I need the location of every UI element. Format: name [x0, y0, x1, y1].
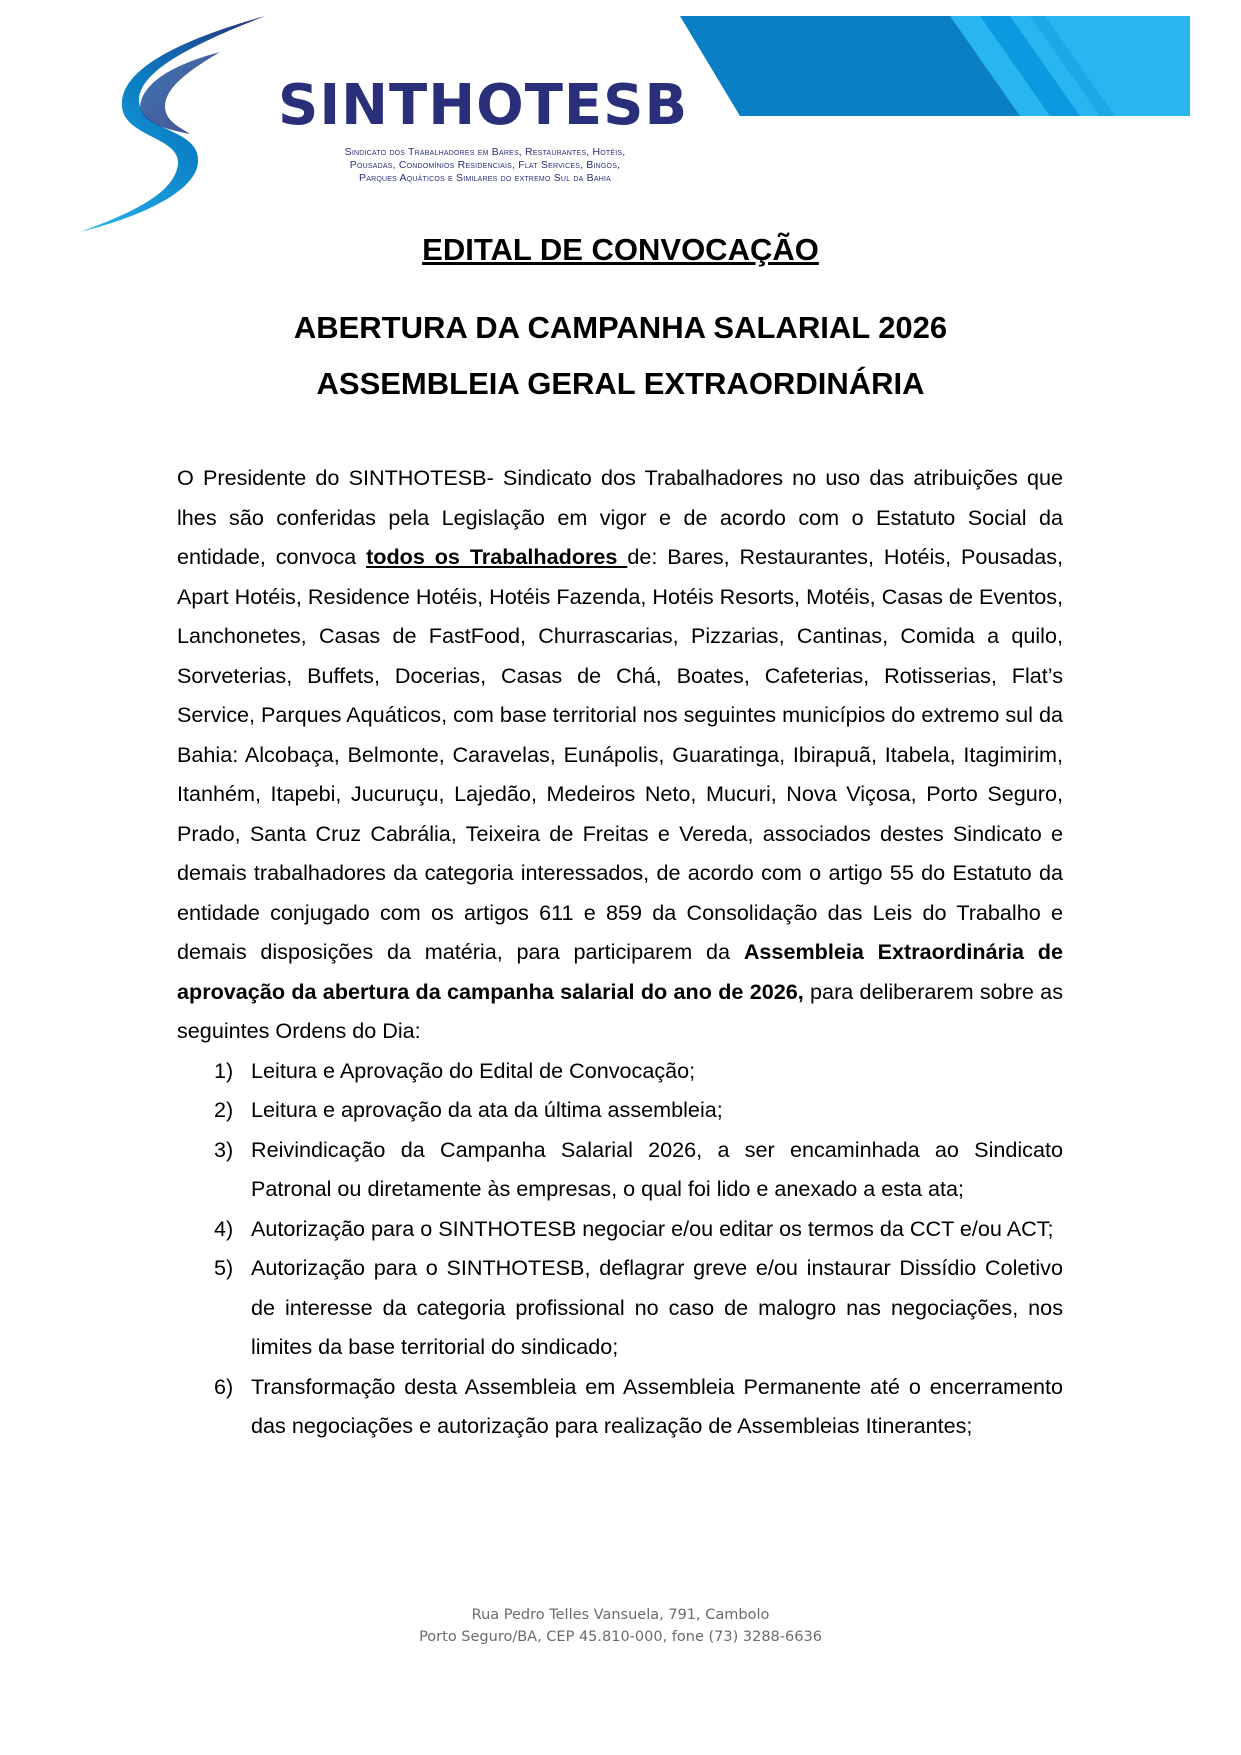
agenda-number: 4): [214, 1215, 234, 1241]
subtitle-assembly: ASSEMBLEIA GERAL EXTRAORDINÁRIA: [316, 366, 925, 401]
sinthotesb-swirl-logo-icon: [80, 12, 300, 237]
convocation-body: [177, 458, 1063, 1446]
convocation-paragraph: [177, 458, 1063, 1051]
agenda-number: 6): [214, 1373, 234, 1399]
agenda-number: 5): [214, 1255, 234, 1280]
agenda-item: [177, 1130, 1063, 1209]
subtitle-campaign: ABERTURA DA CAMPANHA SALARIAL 2026: [293, 310, 948, 345]
agenda-list: [177, 1051, 1063, 1446]
logo-subtitle-line: Sindicato dos Trabalhadores em Bares, Restaurantes, Hotéis,: [344, 146, 626, 158]
footer-street: Rua Pedro Telles Vansuela, 791, Cambolo: [471, 1607, 770, 1623]
agenda-item: [177, 1051, 1063, 1091]
agenda-text: Autorização para o SINTHOTESB, deflagrar greve e/ou instaurar Dissídio Coletivo de interesse da categoria profissional no caso de malogro nas negociações, nos limites da base territorial do sindicado;: [251, 1255, 1063, 1359]
footer-address: [0, 1604, 1241, 1648]
document-title: EDITAL DE CONVOCAÇÃO: [422, 232, 819, 267]
agenda-number: 2): [214, 1097, 234, 1122]
paragraph-start: O Presidente do SINTHOTESB- Sindicato dos Trabalhadores no uso das atribuições que lhes são conferidas pela Legislação em vigor e de acordo com o Estatuto Social da entidade, convoca: [177, 465, 1063, 569]
agenda-item: [177, 1367, 1063, 1446]
agenda-number: 1): [214, 1057, 234, 1083]
agenda-text: Leitura e Aprovação do Edital de Convocação;: [251, 1057, 696, 1083]
agenda-text: Autorização para o SINTHOTESB negociar e/ou editar os termos da CCT e/ou ACT;: [251, 1215, 1054, 1241]
logo-wordmark: SINTHOTESB: [278, 73, 689, 138]
logo-subtitle: [295, 146, 675, 185]
agenda-text: Leitura e aprovação da ata da última assembleia;: [251, 1097, 723, 1122]
logo-subtitle-line: Pousadas, Condomínios Residenciais, Flat Services, Bingos,: [349, 159, 621, 171]
footer-city-contact: Porto Seguro/BA, CEP 45.810-000, fone (73) 3288-6636: [419, 1629, 822, 1645]
agenda-item: [177, 1209, 1063, 1249]
agenda-item: [177, 1090, 1063, 1130]
agenda-number: 3): [214, 1136, 234, 1162]
agenda-text: Reivindicação da Campanha Salarial 2026, a ser encaminhada ao Sindicato Patronal ou diretamente às empresas, o qual foi lido e anexado a esta ata;: [251, 1136, 1063, 1201]
paragraph-bold: Assembleia Extraordinária de aprovação da abertura da campanha salarial do ano de 2026,: [177, 939, 1063, 1004]
paragraph-end: para deliberarem sobre as seguintes Ordens do Dia:: [177, 978, 1063, 1043]
logo-subtitle-line: Parques Aquáticos e Similares do extremo Sul da Bahia: [359, 172, 611, 184]
letterhead: [0, 0, 1241, 240]
agenda-text: Transformação desta Assembleia em Assembleia Permanente até o encerramento das negociações e autorização para realização de Assembleias Itinerantes;: [251, 1373, 1063, 1438]
header-banner-stripes: [680, 16, 1190, 116]
agenda-item: [177, 1248, 1063, 1367]
paragraph-middle: de: Bares, Restaurantes, Hotéis, Pousadas, Apart Hotéis, Residence Hotéis, Hotéis Fazenda, Hotéis Resorts, Motéis, Casas de Eventos, Lanchonetes, Casas de FastFood, Churrascarias, Pizzarias, Cantinas, Comida a quilo, Sorveterias, Buffets, Docerias, Casas de Chá, Boates, Cafeterias, Rotisserias, Flat’s Service, Parques Aquáticos, com base territorial nos seguintes municípios do extremo sul da Bahia: Alcobaça, Belmonte, Caravelas, Eunápolis, Guaratinga, Ibirapuã, Itabela, Itagimirim, Itanhém, Itapebi, Jucuruçu, Lajedão, Medeiros Neto, Mucuri, Nova Viçosa, Porto Seguro, Prado, Santa Cruz Cabrália, Teixeira de Freitas e Vereda, associados destes Sindicato e demais trabalhadores da categoria interessados, de acordo com o artigo 55 do Estatuto da entidade conjugado com os artigos 611 e 859 da Consolidação das Leis do Trabalho e demais disposições da matéria, para participarem da: [177, 544, 1063, 964]
paragraph-underlined: todos os Trabalhadores: [366, 544, 628, 569]
